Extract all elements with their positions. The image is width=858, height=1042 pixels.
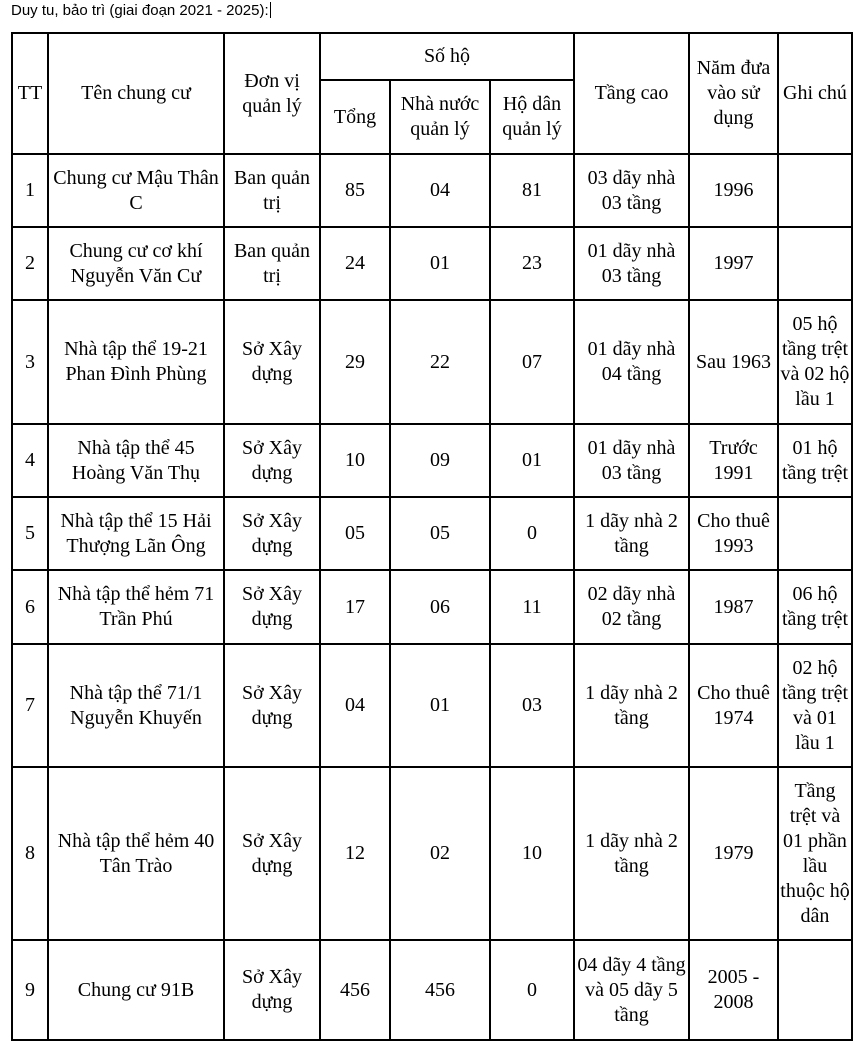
cell-tong: 04 [320, 644, 390, 767]
cell-tt: 5 [12, 497, 48, 570]
cell-tt: 3 [12, 300, 48, 424]
cell-nn: 05 [390, 497, 490, 570]
cell-tang: 01 dãy nhà 03 tầng [574, 424, 689, 497]
cell-tong: 05 [320, 497, 390, 570]
table-row [12, 424, 852, 497]
header-tong: Tổng [320, 80, 390, 154]
header-tang-cao: Tầng cao [574, 33, 689, 154]
header-nam: Năm đưa vào sử dụng [689, 33, 778, 154]
cell-nam: 2005 - 2008 [689, 940, 778, 1040]
cell-tang: 1 dãy nhà 2 tầng [574, 644, 689, 767]
cell-hd: 03 [490, 644, 574, 767]
header-unit: Đơn vị quản lý [224, 33, 320, 154]
cell-unit: Sở Xây dựng [224, 570, 320, 644]
cell-name: Chung cư cơ khí Nguyễn Văn Cư [48, 227, 224, 300]
cell-hd: 0 [490, 497, 574, 570]
cell-name: Nhà tập thể 71/1 Nguyễn Khuyến [48, 644, 224, 767]
cell-unit: Sở Xây dựng [224, 300, 320, 424]
table-row [12, 154, 852, 227]
cell-note: Tầng trệt và 01 phần lầu thuộc hộ dân [778, 767, 852, 940]
cell-unit: Sở Xây dựng [224, 767, 320, 940]
cell-nam: Trước 1991 [689, 424, 778, 497]
cell-hd: 01 [490, 424, 574, 497]
cell-note [778, 940, 852, 1040]
cell-nam: 1979 [689, 767, 778, 940]
cell-nam: Cho thuê 1993 [689, 497, 778, 570]
cell-nam: Cho thuê 1974 [689, 644, 778, 767]
header-nha-nuoc: Nhà nước quản lý [390, 80, 490, 154]
cell-tt: 7 [12, 644, 48, 767]
cell-nn: 22 [390, 300, 490, 424]
table-row [12, 570, 852, 644]
cell-hd: 07 [490, 300, 574, 424]
table-row [12, 227, 852, 300]
cell-name: Nhà tập thể 45 Hoàng Văn Thụ [48, 424, 224, 497]
cell-nn: 01 [390, 227, 490, 300]
cell-unit: Sở Xây dựng [224, 497, 320, 570]
cell-tang: 1 dãy nhà 2 tầng [574, 497, 689, 570]
table-row [12, 300, 852, 424]
cell-unit: Sở Xây dựng [224, 424, 320, 497]
cell-tang: 02 dãy nhà 02 tầng [574, 570, 689, 644]
apartment-table [11, 32, 853, 1041]
cell-tong: 10 [320, 424, 390, 497]
header-tt: TT [12, 33, 48, 154]
cell-tt: 9 [12, 940, 48, 1040]
cell-name: Nhà tập thể 15 Hải Thượng Lãn Ông [48, 497, 224, 570]
cell-nam: 1997 [689, 227, 778, 300]
cell-unit: Sở Xây dựng [224, 940, 320, 1040]
cell-unit: Sở Xây dựng [224, 644, 320, 767]
table-row [12, 497, 852, 570]
cell-tang: 01 dãy nhà 03 tầng [574, 227, 689, 300]
cell-nn: 01 [390, 644, 490, 767]
cell-hd: 11 [490, 570, 574, 644]
cell-tong: 85 [320, 154, 390, 227]
cell-nn: 02 [390, 767, 490, 940]
cell-unit: Ban quản trị [224, 154, 320, 227]
cell-tang: 01 dãy nhà 04 tầng [574, 300, 689, 424]
cell-nn: 456 [390, 940, 490, 1040]
cell-note: 01 hộ tầng trệt [778, 424, 852, 497]
cell-tt: 6 [12, 570, 48, 644]
cell-tang: 04 dãy 4 tầng và 05 dãy 5 tầng [574, 940, 689, 1040]
header-ho-dan: Hộ dân quản lý [490, 80, 574, 154]
cell-nam: 1987 [689, 570, 778, 644]
cell-name: Chung cư Mậu Thân C [48, 154, 224, 227]
cell-tong: 12 [320, 767, 390, 940]
cell-tong: 24 [320, 227, 390, 300]
header-so-ho: Số hộ [320, 33, 574, 80]
cell-tang: 1 dãy nhà 2 tầng [574, 767, 689, 940]
cell-unit: Ban quản trị [224, 227, 320, 300]
cell-nn: 04 [390, 154, 490, 227]
cell-tt: 1 [12, 154, 48, 227]
table-row [12, 940, 852, 1040]
table-row [12, 767, 852, 940]
cell-nn: 09 [390, 424, 490, 497]
cell-nam: 1996 [689, 154, 778, 227]
cell-hd: 0 [490, 940, 574, 1040]
cell-note [778, 154, 852, 227]
cell-hd: 23 [490, 227, 574, 300]
cell-tt: 2 [12, 227, 48, 300]
cell-nam: Sau 1963 [689, 300, 778, 424]
cell-name: Chung cư 91B [48, 940, 224, 1040]
cell-note: 02 hộ tầng trệt và 01 lầu 1 [778, 644, 852, 767]
cell-note: 05 hộ tầng trệt và 02 hộ lầu 1 [778, 300, 852, 424]
cell-tt: 8 [12, 767, 48, 940]
cell-note: 06 hộ tầng trệt [778, 570, 852, 644]
cell-name: Nhà tập thể 19-21 Phan Đình Phùng [48, 300, 224, 424]
table-row [12, 644, 852, 767]
cell-tang: 03 dãy nhà 03 tầng [574, 154, 689, 227]
cell-hd: 81 [490, 154, 574, 227]
cell-tong: 17 [320, 570, 390, 644]
document-caption[interactable]: Duy tu, bảo trì (giai đoạn 2021 - 2025): [11, 2, 269, 19]
cell-name: Nhà tập thể hẻm 71 Trần Phú [48, 570, 224, 644]
cell-tt: 4 [12, 424, 48, 497]
text-cursor [270, 2, 271, 18]
cell-hd: 10 [490, 767, 574, 940]
cell-nn: 06 [390, 570, 490, 644]
cell-note [778, 227, 852, 300]
cell-tong: 29 [320, 300, 390, 424]
cell-note [778, 497, 852, 570]
header-ghi-chu: Ghi chú [778, 33, 852, 154]
header-name: Tên chung cư [48, 33, 224, 154]
cell-tong: 456 [320, 940, 390, 1040]
cell-name: Nhà tập thể hẻm 40 Tân Trào [48, 767, 224, 940]
